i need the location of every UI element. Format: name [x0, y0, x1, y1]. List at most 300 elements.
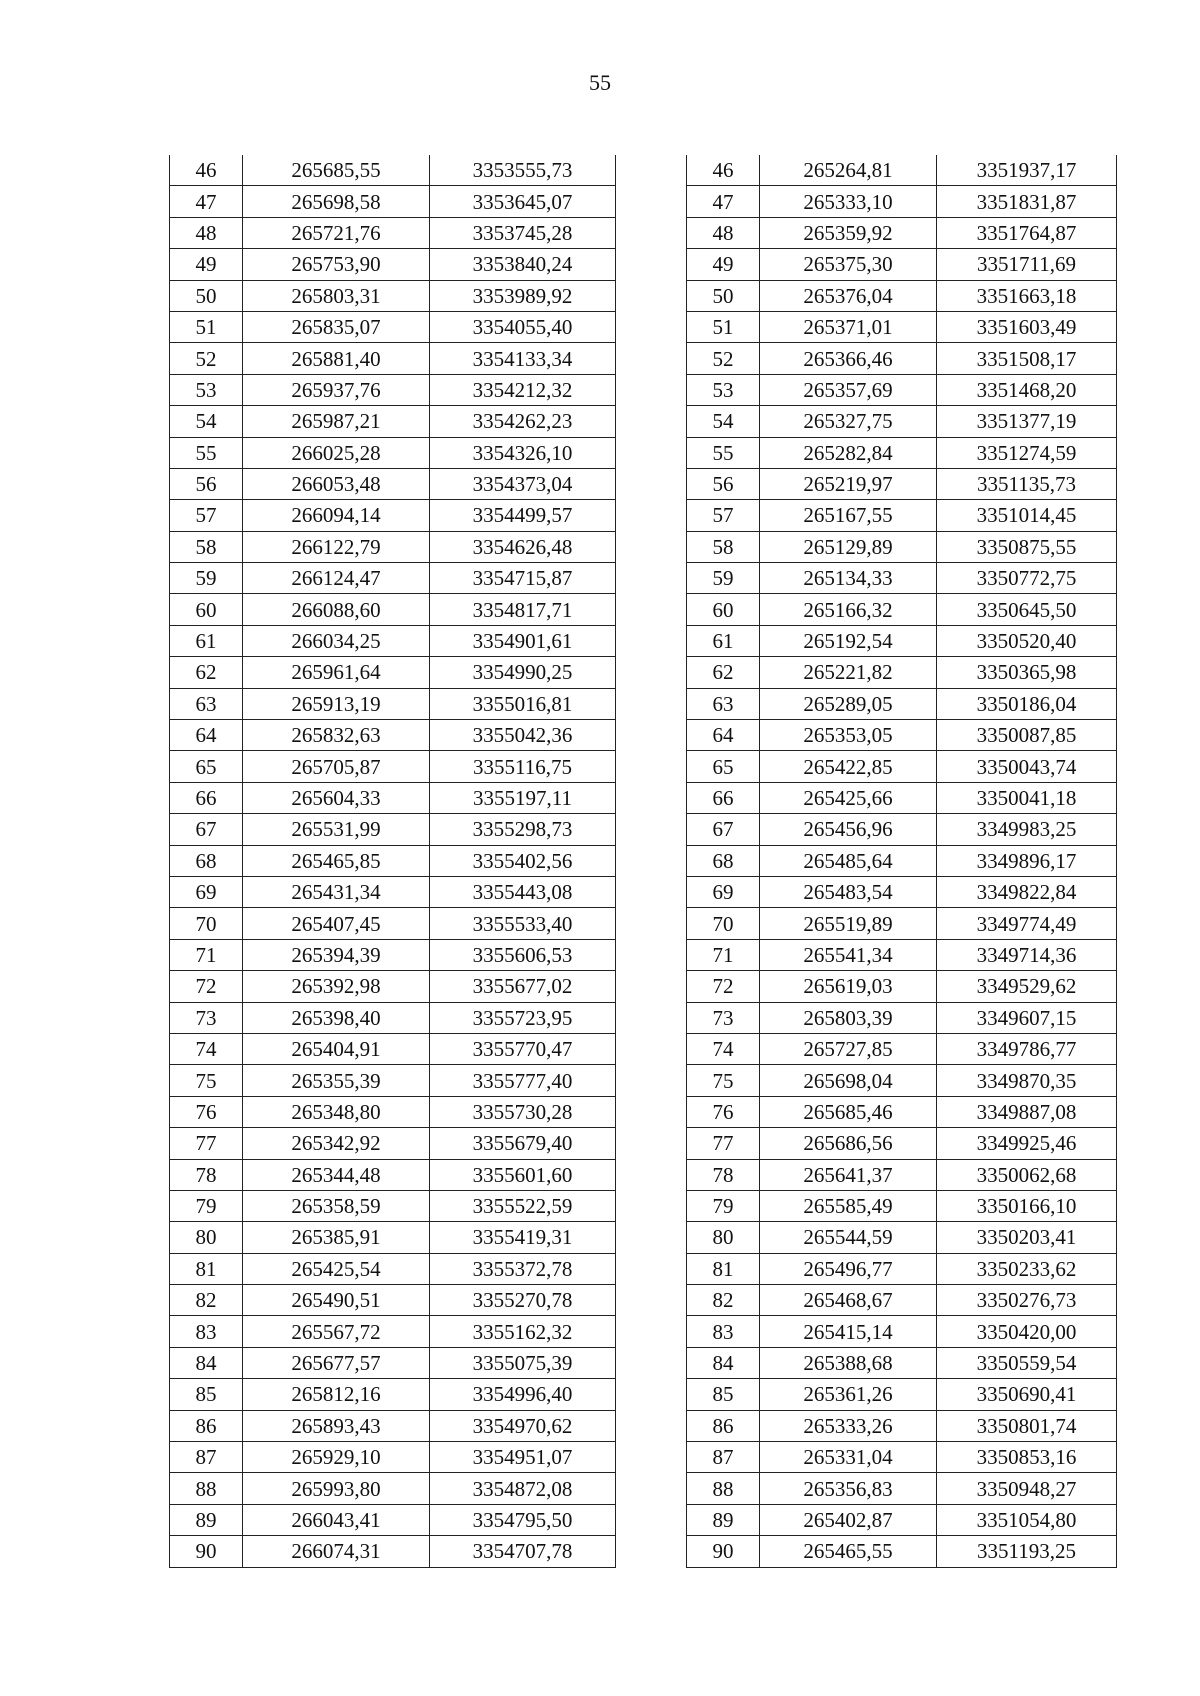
y-coordinate-cell: 3355443,08: [430, 876, 616, 907]
table-row: [170, 186, 616, 217]
table-row: [687, 155, 1117, 186]
y-coordinate-cell: 3351711,69: [937, 249, 1117, 280]
y-coordinate-cell: 3354872,08: [430, 1473, 616, 1504]
x-coordinate-cell: 265375,30: [760, 249, 937, 280]
x-coordinate-cell: 265388,68: [760, 1347, 937, 1378]
table-row: [170, 1473, 616, 1504]
y-coordinate-cell: 3351468,20: [937, 374, 1117, 405]
table-row: [687, 280, 1117, 311]
x-coordinate-cell: 265422,85: [760, 751, 937, 782]
y-coordinate-cell: 3354499,57: [430, 500, 616, 531]
x-coordinate-cell: 265812,16: [243, 1379, 430, 1410]
x-coordinate-cell: 265881,40: [243, 343, 430, 374]
y-coordinate-cell: 3354990,25: [430, 657, 616, 688]
point-number-cell: 75: [170, 1065, 243, 1096]
x-coordinate-cell: 265407,45: [243, 908, 430, 939]
point-number-cell: 67: [687, 814, 760, 845]
point-number-cell: 79: [687, 1190, 760, 1221]
x-coordinate-cell: 265366,46: [760, 343, 937, 374]
point-number-cell: 56: [170, 468, 243, 499]
table-row: [170, 1442, 616, 1473]
table-row: [687, 720, 1117, 751]
point-number-cell: 51: [687, 311, 760, 342]
y-coordinate-cell: 3350853,16: [937, 1442, 1117, 1473]
table-row: [170, 688, 616, 719]
point-number-cell: 74: [170, 1033, 243, 1064]
x-coordinate-cell: 265490,51: [243, 1285, 430, 1316]
y-coordinate-cell: 3350276,73: [937, 1285, 1117, 1316]
x-coordinate-cell: 266088,60: [243, 594, 430, 625]
y-coordinate-cell: 3355606,53: [430, 939, 616, 970]
point-number-cell: 50: [687, 280, 760, 311]
point-number-cell: 55: [170, 437, 243, 468]
table-row: [687, 1002, 1117, 1033]
point-number-cell: 71: [687, 939, 760, 970]
point-number-cell: 86: [170, 1410, 243, 1441]
table-row: [687, 1033, 1117, 1064]
y-coordinate-cell: 3350948,27: [937, 1473, 1117, 1504]
y-coordinate-cell: 3353745,28: [430, 217, 616, 248]
table-row: [170, 500, 616, 531]
table-row: [170, 217, 616, 248]
point-number-cell: 60: [687, 594, 760, 625]
y-coordinate-cell: 3349774,49: [937, 908, 1117, 939]
x-coordinate-cell: 265192,54: [760, 625, 937, 656]
x-coordinate-cell: 265348,80: [243, 1096, 430, 1127]
y-coordinate-cell: 3350062,68: [937, 1159, 1117, 1190]
table-row: [687, 1379, 1117, 1410]
y-coordinate-cell: 3351603,49: [937, 311, 1117, 342]
y-coordinate-cell: 3355016,81: [430, 688, 616, 719]
y-coordinate-cell: 3354626,48: [430, 531, 616, 562]
y-coordinate-cell: 3351274,59: [937, 437, 1117, 468]
table-row: [170, 155, 616, 186]
x-coordinate-cell: 266043,41: [243, 1504, 430, 1535]
point-number-cell: 87: [687, 1442, 760, 1473]
y-coordinate-cell: 3355533,40: [430, 908, 616, 939]
table-row: [687, 217, 1117, 248]
y-coordinate-cell: 3355270,78: [430, 1285, 616, 1316]
x-coordinate-cell: 265727,85: [760, 1033, 937, 1064]
y-coordinate-cell: 3351014,45: [937, 500, 1117, 531]
table-row: [687, 1222, 1117, 1253]
x-coordinate-cell: 265567,72: [243, 1316, 430, 1347]
point-number-cell: 59: [170, 563, 243, 594]
y-coordinate-cell: 3355298,73: [430, 814, 616, 845]
y-coordinate-cell: 3354212,32: [430, 374, 616, 405]
y-coordinate-cell: 3349983,25: [937, 814, 1117, 845]
table-row: [687, 1504, 1117, 1535]
y-coordinate-cell: 3350420,00: [937, 1316, 1117, 1347]
x-coordinate-cell: 265929,10: [243, 1442, 430, 1473]
point-number-cell: 84: [170, 1347, 243, 1378]
y-coordinate-cell: 3351135,73: [937, 468, 1117, 499]
point-number-cell: 55: [687, 437, 760, 468]
point-number-cell: 62: [170, 657, 243, 688]
point-number-cell: 61: [687, 625, 760, 656]
table-row: [170, 971, 616, 1002]
table-row: [170, 1002, 616, 1033]
table-row: [687, 1536, 1117, 1567]
point-number-cell: 82: [170, 1285, 243, 1316]
x-coordinate-cell: 266124,47: [243, 563, 430, 594]
y-coordinate-cell: 3350875,55: [937, 531, 1117, 562]
y-coordinate-cell: 3354262,23: [430, 406, 616, 437]
point-number-cell: 52: [687, 343, 760, 374]
x-coordinate-cell: 265685,46: [760, 1096, 937, 1127]
x-coordinate-cell: 265993,80: [243, 1473, 430, 1504]
y-coordinate-cell: 3355197,11: [430, 782, 616, 813]
point-number-cell: 66: [687, 782, 760, 813]
x-coordinate-cell: 265541,34: [760, 939, 937, 970]
x-coordinate-cell: 265129,89: [760, 531, 937, 562]
y-coordinate-cell: 3350087,85: [937, 720, 1117, 751]
point-number-cell: 69: [170, 876, 243, 907]
point-number-cell: 73: [170, 1002, 243, 1033]
point-number-cell: 76: [687, 1096, 760, 1127]
x-coordinate-cell: 265359,92: [760, 217, 937, 248]
table-row: [687, 500, 1117, 531]
point-number-cell: 63: [687, 688, 760, 719]
point-number-cell: 70: [170, 908, 243, 939]
table-row: [687, 437, 1117, 468]
x-coordinate-cell: 265913,19: [243, 688, 430, 719]
point-number-cell: 51: [170, 311, 243, 342]
y-coordinate-cell: 3354373,04: [430, 468, 616, 499]
y-coordinate-cell: 3349896,17: [937, 845, 1117, 876]
x-coordinate-cell: 266034,25: [243, 625, 430, 656]
point-number-cell: 78: [170, 1159, 243, 1190]
x-coordinate-cell: 265531,99: [243, 814, 430, 845]
point-number-cell: 77: [687, 1128, 760, 1159]
table-row: [687, 688, 1117, 719]
x-coordinate-cell: 265289,05: [760, 688, 937, 719]
point-number-cell: 90: [170, 1536, 243, 1567]
y-coordinate-cell: 3350645,50: [937, 594, 1117, 625]
y-coordinate-cell: 3355723,95: [430, 1002, 616, 1033]
point-number-cell: 63: [170, 688, 243, 719]
table-row: [170, 1222, 616, 1253]
point-number-cell: 46: [170, 155, 243, 186]
y-coordinate-cell: 3354951,07: [430, 1442, 616, 1473]
table-row: [687, 782, 1117, 813]
table-row: [687, 876, 1117, 907]
x-coordinate-cell: 265485,64: [760, 845, 937, 876]
y-coordinate-cell: 3353989,92: [430, 280, 616, 311]
point-number-cell: 73: [687, 1002, 760, 1033]
point-number-cell: 65: [687, 751, 760, 782]
x-coordinate-cell: 265698,58: [243, 186, 430, 217]
y-coordinate-cell: 3350365,98: [937, 657, 1117, 688]
point-number-cell: 65: [170, 751, 243, 782]
page-number: 55: [589, 70, 611, 95]
point-number-cell: 76: [170, 1096, 243, 1127]
point-number-cell: 60: [170, 594, 243, 625]
x-coordinate-cell: 266122,79: [243, 531, 430, 562]
y-coordinate-cell: 3354996,40: [430, 1379, 616, 1410]
point-number-cell: 47: [170, 186, 243, 217]
x-coordinate-cell: 265333,26: [760, 1410, 937, 1441]
x-coordinate-cell: 265356,83: [760, 1473, 937, 1504]
x-coordinate-cell: 265604,33: [243, 782, 430, 813]
y-coordinate-cell: 3350041,18: [937, 782, 1117, 813]
x-coordinate-cell: 265385,91: [243, 1222, 430, 1253]
table-row: [687, 751, 1117, 782]
point-number-cell: 88: [170, 1473, 243, 1504]
y-coordinate-cell: 3355601,60: [430, 1159, 616, 1190]
y-coordinate-cell: 3354326,10: [430, 437, 616, 468]
x-coordinate-cell: 265264,81: [760, 155, 937, 186]
x-coordinate-cell: 265167,55: [760, 500, 937, 531]
point-number-cell: 75: [687, 1065, 760, 1096]
table-row: [170, 1410, 616, 1441]
x-coordinate-cell: 265376,04: [760, 280, 937, 311]
point-number-cell: 78: [687, 1159, 760, 1190]
point-number-cell: 64: [170, 720, 243, 751]
point-number-cell: 47: [687, 186, 760, 217]
y-coordinate-cell: 3355677,02: [430, 971, 616, 1002]
table-row: [687, 1253, 1117, 1284]
y-coordinate-cell: 3355402,56: [430, 845, 616, 876]
table-row: [687, 374, 1117, 405]
table-row: [170, 594, 616, 625]
x-coordinate-cell: 265465,85: [243, 845, 430, 876]
y-coordinate-cell: 3351377,19: [937, 406, 1117, 437]
x-coordinate-cell: 265404,91: [243, 1033, 430, 1064]
table-row: [687, 625, 1117, 656]
table-row: [687, 406, 1117, 437]
point-number-cell: 74: [687, 1033, 760, 1064]
table-row: [170, 406, 616, 437]
y-coordinate-cell: 3353555,73: [430, 155, 616, 186]
x-coordinate-cell: 265585,49: [760, 1190, 937, 1221]
point-number-cell: 50: [170, 280, 243, 311]
point-number-cell: 46: [687, 155, 760, 186]
x-coordinate-cell: 265496,77: [760, 1253, 937, 1284]
y-coordinate-cell: 3355419,31: [430, 1222, 616, 1253]
x-coordinate-cell: 265803,39: [760, 1002, 937, 1033]
y-coordinate-cell: 3355075,39: [430, 1347, 616, 1378]
point-number-cell: 87: [170, 1442, 243, 1473]
x-coordinate-cell: 266025,28: [243, 437, 430, 468]
y-coordinate-cell: 3350690,41: [937, 1379, 1117, 1410]
x-coordinate-cell: 265355,39: [243, 1065, 430, 1096]
x-coordinate-cell: 266094,14: [243, 500, 430, 531]
table-row: [687, 1410, 1117, 1441]
table-row: [170, 531, 616, 562]
table-row: [170, 437, 616, 468]
point-number-cell: 88: [687, 1473, 760, 1504]
point-number-cell: 66: [170, 782, 243, 813]
point-number-cell: 48: [687, 217, 760, 248]
x-coordinate-cell: 265221,82: [760, 657, 937, 688]
x-coordinate-cell: 265398,40: [243, 1002, 430, 1033]
x-coordinate-cell: 265987,21: [243, 406, 430, 437]
y-coordinate-cell: 3355679,40: [430, 1128, 616, 1159]
y-coordinate-cell: 3350166,10: [937, 1190, 1117, 1221]
x-coordinate-cell: 265677,57: [243, 1347, 430, 1378]
x-coordinate-cell: 265425,54: [243, 1253, 430, 1284]
table-row: [687, 1442, 1117, 1473]
x-coordinate-cell: 265357,69: [760, 374, 937, 405]
y-coordinate-cell: 3351054,80: [937, 1504, 1117, 1535]
point-number-cell: 85: [687, 1379, 760, 1410]
y-coordinate-cell: 3350520,40: [937, 625, 1117, 656]
point-number-cell: 62: [687, 657, 760, 688]
table-row: [170, 311, 616, 342]
x-coordinate-cell: 265641,37: [760, 1159, 937, 1190]
point-number-cell: 86: [687, 1410, 760, 1441]
x-coordinate-cell: 265686,56: [760, 1128, 937, 1159]
table-row: [170, 1285, 616, 1316]
table-row: [170, 782, 616, 813]
y-coordinate-cell: 3355522,59: [430, 1190, 616, 1221]
table-row: [687, 1473, 1117, 1504]
table-row: [687, 1347, 1117, 1378]
table-row: [170, 1504, 616, 1535]
table-row: [687, 939, 1117, 970]
y-coordinate-cell: 3350559,54: [937, 1347, 1117, 1378]
table-row: [687, 343, 1117, 374]
y-coordinate-cell: 3355777,40: [430, 1065, 616, 1096]
x-coordinate-cell: 265415,14: [760, 1316, 937, 1347]
table-row: [687, 908, 1117, 939]
table-row: [170, 249, 616, 280]
table-row: [687, 1159, 1117, 1190]
x-coordinate-cell: 265893,43: [243, 1410, 430, 1441]
table-row: [687, 971, 1117, 1002]
x-coordinate-cell: 265392,98: [243, 971, 430, 1002]
point-number-cell: 79: [170, 1190, 243, 1221]
point-number-cell: 68: [170, 845, 243, 876]
point-number-cell: 85: [170, 1379, 243, 1410]
y-coordinate-cell: 3349529,62: [937, 971, 1117, 1002]
point-number-cell: 81: [687, 1253, 760, 1284]
x-coordinate-cell: 265333,10: [760, 186, 937, 217]
y-coordinate-cell: 3349887,08: [937, 1096, 1117, 1127]
point-number-cell: 70: [687, 908, 760, 939]
table-row: [170, 1253, 616, 1284]
y-coordinate-cell: 3351764,87: [937, 217, 1117, 248]
table-row: [170, 625, 616, 656]
table-row: [687, 845, 1117, 876]
table-row: [687, 1128, 1117, 1159]
point-number-cell: 57: [687, 500, 760, 531]
x-coordinate-cell: 265835,07: [243, 311, 430, 342]
x-coordinate-cell: 265698,04: [760, 1065, 937, 1096]
point-number-cell: 59: [687, 563, 760, 594]
point-number-cell: 90: [687, 1536, 760, 1567]
point-number-cell: 57: [170, 500, 243, 531]
table-row: [687, 814, 1117, 845]
y-coordinate-cell: 3354795,50: [430, 1504, 616, 1535]
y-coordinate-cell: 3351508,17: [937, 343, 1117, 374]
coordinates-table-right: [686, 155, 1117, 1568]
table-row: [687, 468, 1117, 499]
x-coordinate-cell: 265832,63: [243, 720, 430, 751]
x-coordinate-cell: 266074,31: [243, 1536, 430, 1567]
x-coordinate-cell: 265371,01: [760, 311, 937, 342]
x-coordinate-cell: 265331,04: [760, 1442, 937, 1473]
table-row: [687, 311, 1117, 342]
table-row: [687, 1190, 1117, 1221]
table-row: [170, 343, 616, 374]
x-coordinate-cell: 265519,89: [760, 908, 937, 939]
table-row: [170, 845, 616, 876]
table-row: [170, 657, 616, 688]
y-coordinate-cell: 3349870,35: [937, 1065, 1117, 1096]
x-coordinate-cell: 265431,34: [243, 876, 430, 907]
point-number-cell: 49: [687, 249, 760, 280]
point-number-cell: 84: [687, 1347, 760, 1378]
point-number-cell: 83: [687, 1316, 760, 1347]
y-coordinate-cell: 3350043,74: [937, 751, 1117, 782]
point-number-cell: 58: [687, 531, 760, 562]
x-coordinate-cell: 265685,55: [243, 155, 430, 186]
point-number-cell: 82: [687, 1285, 760, 1316]
x-coordinate-cell: 265394,39: [243, 939, 430, 970]
y-coordinate-cell: 3350203,41: [937, 1222, 1117, 1253]
point-number-cell: 80: [687, 1222, 760, 1253]
x-coordinate-cell: 265342,92: [243, 1128, 430, 1159]
x-coordinate-cell: 265327,75: [760, 406, 937, 437]
y-coordinate-cell: 3354715,87: [430, 563, 616, 594]
point-number-cell: 64: [687, 720, 760, 751]
y-coordinate-cell: 3349822,84: [937, 876, 1117, 907]
x-coordinate-cell: 265353,05: [760, 720, 937, 751]
table-row: [687, 594, 1117, 625]
x-coordinate-cell: 265425,66: [760, 782, 937, 813]
table-row: [687, 1065, 1117, 1096]
x-coordinate-cell: 265803,31: [243, 280, 430, 311]
x-coordinate-cell: 265134,33: [760, 563, 937, 594]
x-coordinate-cell: 265402,87: [760, 1504, 937, 1535]
point-number-cell: 52: [170, 343, 243, 374]
table-row: [170, 939, 616, 970]
point-number-cell: 54: [687, 406, 760, 437]
point-number-cell: 89: [170, 1504, 243, 1535]
y-coordinate-cell: 3355042,36: [430, 720, 616, 751]
y-coordinate-cell: 3354970,62: [430, 1410, 616, 1441]
x-coordinate-cell: 265937,76: [243, 374, 430, 405]
table-row: [170, 1536, 616, 1567]
table-row: [170, 1316, 616, 1347]
table-row: [170, 1379, 616, 1410]
point-number-cell: 72: [687, 971, 760, 1002]
y-coordinate-cell: 3349925,46: [937, 1128, 1117, 1159]
table-row: [170, 720, 616, 751]
point-number-cell: 77: [170, 1128, 243, 1159]
table-row: [170, 876, 616, 907]
point-number-cell: 56: [687, 468, 760, 499]
point-number-cell: 61: [170, 625, 243, 656]
table-row: [170, 1190, 616, 1221]
table-row: [170, 1159, 616, 1190]
x-coordinate-cell: 265753,90: [243, 249, 430, 280]
y-coordinate-cell: 3355770,47: [430, 1033, 616, 1064]
table-row: [170, 468, 616, 499]
x-coordinate-cell: 265358,59: [243, 1190, 430, 1221]
x-coordinate-cell: 265361,26: [760, 1379, 937, 1410]
y-coordinate-cell: 3350233,62: [937, 1253, 1117, 1284]
x-coordinate-cell: 265219,97: [760, 468, 937, 499]
x-coordinate-cell: 265468,67: [760, 1285, 937, 1316]
table-row: [170, 1096, 616, 1127]
y-coordinate-cell: 3354707,78: [430, 1536, 616, 1567]
y-coordinate-cell: 3355372,78: [430, 1253, 616, 1284]
point-number-cell: 83: [170, 1316, 243, 1347]
table-row: [687, 1285, 1117, 1316]
